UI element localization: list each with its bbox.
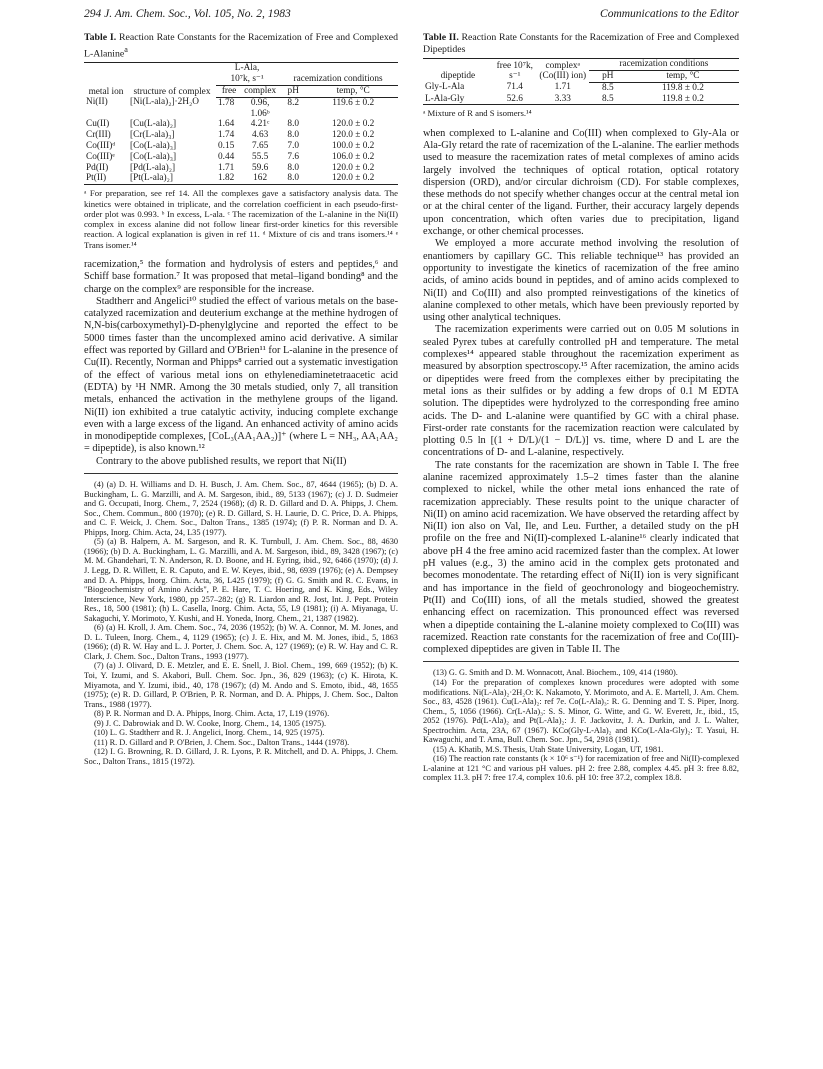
table2-cell-temp: 119.8 ± 0.2 xyxy=(661,82,704,93)
table1-cell-structure: [Co(L-ala)₃] xyxy=(130,141,177,152)
th-structure: structure of complex xyxy=(128,63,216,97)
th-complex: complex xyxy=(244,86,277,97)
right-references xyxy=(423,661,739,783)
reference: (5) (a) B. Halpern, A. M. Sargeson, and R. K. Turnbull, J. Am. Chem. Soc., 88, 4630 (1966); (b) D. A. Buckingham, L. G. Marzilli, and A. M. Sargeson, ibid., 89, 3428 (1967); (c) M. M. Ghandehari, T. N. Anderson, R. D. Boone, and H. Eyring, ibid., 92, 6466 (1970); (d) J. J. Legg, D. R. Willett, E. R. Caputo, and E. W. Keyes, ibid., 98, 6939 (1976); (e) A. Dempsey and D. A. Phipps, Inorg. Chim. Acta, 36, L425 (1979); (f) G. G. Smith and R. C. Evans, in "Biogeochemistry of Amino Acids", P. E. Hare, T. C. Hoering, and K. King, Eds., Wiley Interscience, New York, 1980, pp 257–282; (g) R. Liardon and R. Jost, Int. J. Pept. Protein Res., 18, 500 (1981); (h) L. Casella, Inorg. Chim. Acta, 55, L9 (1981); (i) A. Miyanaga, U. Sakaguchi, Y. Morimoto, Y. Kushi, and H. Yoneda, Inorg. Chem., 21, 1387 (1982). xyxy=(84,537,398,623)
reference: (15) A. Khatib, M.S. Thesis, Utah State University, Logan, UT, 1981. xyxy=(433,744,664,754)
table1-cell-free: 1.82 xyxy=(216,173,242,184)
table1-cell-complex: 59.6 xyxy=(251,162,269,173)
table1-cell-ion: Cu(II) xyxy=(86,119,110,130)
table1-cell-ph: 7.6 xyxy=(287,151,300,162)
table1-cell-complex: 162 xyxy=(242,173,278,184)
reference: (7) (a) J. Olivard, D. E. Metzler, and E. E. Snell, J. Biol. Chem., 199, 669 (1952); (b) K. Toi, Y. Izumi, and S. Akabori, Bull. Chem. Soc. Jpn., 36, 829 (1963); (c) K. Hirota, K. Miyamota, and Y. Izumi, ibid., 40, 178 (1967); (d) M. Ando and S. Emoto, ibid., 48, 1655 (1975); (e) R. D. Gillard, P. O'Brien, P. R. Norman, and D. A. Phipps, J. Chem. Soc., Dalton Trans., 1988 (1977). xyxy=(84,661,398,709)
table1-cell-ion: Pt(II) xyxy=(84,173,128,184)
table2 xyxy=(423,58,739,105)
table1-cell-free: 0.15 xyxy=(218,141,235,152)
th-temp: temp, °C xyxy=(308,86,398,98)
table1-cell-free: 1.78 xyxy=(218,97,235,108)
table1-cell-complex: 4.63 xyxy=(251,130,269,141)
reference: (13) G. G. Smith and D. M. Wonnacott, Anal. Biochem., 109, 414 (1980). xyxy=(433,668,678,678)
table1-cell-ion: Ni(II) xyxy=(86,97,108,108)
th-lala: L-Ala, xyxy=(234,63,260,74)
left-column xyxy=(84,32,398,766)
left-body-text xyxy=(84,259,398,468)
reference: (12) I. G. Browning, R. D. Gillard, J. R. Lyons, P. R. Mitchell, and D. A. Phipps, J. Chem. Soc., Dalton Trans., 1815 (1972). xyxy=(84,747,398,766)
table2-cell-complex: 1.71 xyxy=(554,82,571,93)
th-conditions: racemization conditions xyxy=(278,63,398,86)
th-ph: pH xyxy=(278,86,308,98)
table-row xyxy=(84,130,398,141)
table1-cell-structure: [Cr(L-ala)₃] xyxy=(130,130,175,141)
table1-cell-ion: Co(III)ᵈ xyxy=(86,141,116,152)
th2-temp: temp, °C xyxy=(627,70,739,82)
table1-cell-ph: 8.0 xyxy=(287,162,300,173)
table1-cell-temp: 120.0 ± 0.2 xyxy=(332,119,375,130)
th2-free: free 10⁷k, s⁻¹ xyxy=(493,59,537,83)
right-body-text xyxy=(423,128,739,657)
reference: (4) (a) D. H. Williams and D. H. Busch, J. Am. Chem. Soc., 87, 4644 (1965); (b) D. A. Buckingham, L. G. Marzilli, and A. M. Sargeson, ibid., 89, 5133 (1967); (c) J. D. Sudmeier and G. Occupati, Inorg. Chem., 7, 2524 (1968); (d) R. D. Gillard and D. A. Phipps, J. Chem. Soc., Chem. Commun., 800 (1970); (e) R. D. Gillard, S. H. Laurie, D. C. Price, D. A. Phipps, and C. F. Weick, J. Chem. Soc., Dalton Trans., 1385 (1974); (f) P. R. Norman and D. A. Phipps, Inorg. Chim. Acta, 24, L35 (1977). xyxy=(84,480,398,537)
table-row xyxy=(84,173,398,184)
table1-cell-structure: [Co(L-ala)₃] xyxy=(130,151,177,162)
table1-cell-complex: 55.5 xyxy=(251,151,269,162)
table1-cell-ph: 8.0 xyxy=(278,173,308,184)
reference: (6) (a) H. Kroll, J. Am. Chem. Soc., 74, 2036 (1952); (b) W. A. Connor, M. M. Jones, and D. L. Tuleen, Inorg. Chem., 4, 1129 (1965); (c) J. E. Hix, and M. M. Jones, ibid., 5, 1863 (1966); (d) R. W. Hay and L. J. Porter, J. Chem. Soc. A, 127 (1969); (e) R. W. Hay and C. R. Clark, J. Chem. Soc., Dalton Trans., 1993 (1977). xyxy=(84,623,398,661)
th2-ph: pH xyxy=(589,70,627,82)
table1-footnote: ᵃ For preparation, see ref 14. All the complexes gave a satisfactory analysis data. The kinetics were obtained in triplicate, and the correlation coefficient in each pseudo-first-order plot was 0.993. ᵇ In excess, L-ala. ᶜ The racemization of the L-alanine in the Ni(II) complex in excess alanine did not follow linear first-order kinetics for this reversible reaction. A logical explanation is given in ref 11. ᵈ Mixture of cis and trans isomers.¹⁴ ᵉ Trans isomer.¹⁴ xyxy=(84,188,398,250)
table-row xyxy=(84,152,398,163)
table1-cell-ion: Pd(II) xyxy=(86,162,109,173)
table1-cell-free: 1.64 xyxy=(218,119,235,130)
reference: (14) For the preparation of complexes known procedures were adopted with some modifications. Ni(L-Ala)₂·2H₂O: K. Nakamoto, Y. Morimoto, and A. E. Martell, J. Am. Chem. Soc., 83, 4528 (1961). Cu(L-Ala)₂: ref 7e. Co(L-Ala)₃: R. G. Denning and T. S. Piper, Inorg. Chem., 5, 1056 (1966). Cr(L-Ala)₃: S. S. Minor, G. Witte, and G. W. Everett, Jr., ibid., 15, 2052 (1976). Pd(L-Ala)₂ and Pt(L-Ala)₂: J. F. Jackovitz, J. A. Durkin, and J. L. Walter, Spectrochim. Acta, 23A, 67 (1967). KCo(Gly-L-Ala)₂ and KCo(L-Ala-Gly)₂: T. Yasui, H. Kawaguchi, and T. Ama, Bull. Chem. Soc. Jpn., 54, 2918 (1981). xyxy=(423,677,739,745)
table1-cell-temp: 100.0 ± 0.2 xyxy=(332,141,375,152)
table-row xyxy=(84,119,398,130)
paragraph: when complexed to L-alanine and Co(III) when complexed to Gly-Ala or Ala-Gly retard the rate of racemization of the L-alanine. The earlier methods used to measure the racemization rates of metal complexes of amino acids largely involved the techniques of optical rotation, optical rotatory dispersion (ORD), and/or circular dichroism (CD). For stable complexes, these methods do not specify whether changes occur at the central metal ion or at the chiral center of the ligand. Further, their accuracy largely depends upon concentration, which often varies due to precipitation, ligand exchange, or other chemical processes. xyxy=(423,127,740,238)
table1-cell-structure: [Pd(L-ala)₂] xyxy=(130,162,176,173)
th-lala-unit: 10⁷k, s⁻¹ xyxy=(230,74,264,85)
paragraph: racemization,⁵ the formation and hydrolysis of esters and peptides,⁶ and Schiff base formation.⁷ It was proposed that metal–ligand bonding⁸ and the charge on the complex⁹ are responsible for the increase. xyxy=(84,259,398,295)
running-header xyxy=(84,8,739,20)
th2-dipeptide: dipeptide xyxy=(423,59,493,83)
table1-cell-ph: 8.0 xyxy=(287,130,300,141)
table2-cell-complex: 3.33 xyxy=(537,94,589,105)
th-metal-ion: metal ion xyxy=(84,63,128,97)
table1-cell-structure: [Cu(L-ala)₂] xyxy=(130,119,177,130)
table2-footnote: ᵃ Mixture of R and S isomers.¹⁴ xyxy=(423,108,532,119)
table1-cell-free: 1.74 xyxy=(218,130,235,141)
table2-cell-dipeptide: L-Ala-Gly xyxy=(423,94,493,105)
table-row xyxy=(84,141,398,152)
table1-cell-structure: [Ni(L-ala)₂]·2H₂O xyxy=(130,97,199,108)
table2-cell-ph: 8.5 xyxy=(602,82,614,93)
table1-cell-ion: Cr(III) xyxy=(86,130,111,141)
table1-cell-free: 0.44 xyxy=(218,151,235,162)
table1-cell-ph: 7.0 xyxy=(287,141,300,152)
paragraph: Stadtherr and Angelici¹⁰ studied the effect of various metals on the base-catalyzed racemization and deuterium exchange at the methine hydrogen of N,N-bis(carboxymethyl)-D-phenylglycine and reported the effect to be 5000 times faster than the uncomplexed amino acid derivative. A similar effect was reported by Gillard and O'Brien¹¹ for L-alanine in the presence of Cu(II). Recently, Norman and Phipps⁸ carried out a systematic investigation of the effect of various metal ions on ethylenediaminetetraacetic acid (EDTA) by ¹H NMR. Among the 30 metals studied, only 7, all transition metals, enhanced the activation in the methylene groups of the ligand. Ni(II) ion exhibited a true catalytic activity, inducing complete exchange even with a large excess of the ligand. An enhanced activity of amino acids in monodipeptide complexes, [CoL₃(AA₁AA₂)]⁺ (where L = NH₃, AA₁AA₂ = dipeptide), is also known.¹² xyxy=(84,295,398,455)
table1-cell-free: 1.71 xyxy=(218,162,235,173)
header-right: Communications to the Editor xyxy=(600,8,739,20)
right-column xyxy=(423,32,739,783)
table1 xyxy=(84,62,398,185)
table2-cell-temp: 119.8 ± 0.2 xyxy=(627,94,739,105)
table2-cell-ph: 8.5 xyxy=(589,94,627,105)
table1-cell-complex: 7.65 xyxy=(251,141,269,152)
table1-cell-temp: 120.0 ± 0.2 xyxy=(332,162,375,173)
paragraph: We employed a more accurate method involving the resolution of enantiomers by capillary GC. This reliable technique¹³ has provided an opportunity to investigate the kinetics of racemization of the free amino acids, of amino acids bound in peptides, and of amino acids complexed to Ni(II) and Co(III) and also prompted reinvestigations of the kinetics of alanine complexed to other metals, which have been previously reported by using other analytical techniques. xyxy=(423,238,739,324)
reference: (8) P. R. Norman and D. A. Phipps, Inorg. Chim. Acta, 17, L19 (1976). xyxy=(94,709,330,719)
table2-cell-free: 52.6 xyxy=(493,94,537,105)
paragraph: The racemization experiments were carried out on 0.05 M solutions in sealed Pyrex tubes at carefully controlled pH and temperature. The metal complexes¹⁴ appeared stable throughout the racemization experiment as measured by absorption spectroscopy.¹⁵ After racemization, the amino acids or dipeptides were freed from the complexes either by precipitating the metal ions as their sulfides or by adding a few drops of 0.1 M EDTA solution. The dipeptides were hydrolyzed to the corresponding free amino acids. The D- and L-alanine were quantified by GC with a chiral phase. First-order rate constants for the racemization reaction were calculated by plotting 0.5 ln [(1 + D/L)/(1 − D/L)] vs. time, where D and L are the concentrations of D- and L-alanine, respectively. xyxy=(423,324,739,459)
table1-cell-temp: 120.0 ± 0.2 xyxy=(308,173,398,184)
header-left: 294 J. Am. Chem. Soc., Vol. 105, No. 2, 1983 xyxy=(84,8,291,20)
table1-cell-ph: 8.0 xyxy=(287,119,300,130)
reference: (16) The reaction rate constants (k × 10⁶ s⁻¹) for racemization of free and Ni(II)-complexed L-alanine at 121 °C and various pH values. pH 2: free 2.88, complex 4.45. pH 3: free 8.82, complex 11.3. pH 7: free 17.4, complex 10.6. pH 10: free 37.2, complex 18.8. xyxy=(423,754,739,783)
table-row xyxy=(84,163,398,174)
table1-cell-temp: 120.0 ± 0.2 xyxy=(332,130,375,141)
paragraph: The rate constants for the racemization are shown in Table I. The free alanine racemized approximately 1.5–2 times faster than the alanine complexed to nickel, while the other metal ions enhanced the rate of racemization appreciably. These results point to the unique character of Ni(II) on amino acid racemization. We have observed the retarding affect by Ni(II) ion also on Val, Ile, and Leu. Further, a detailed study on the pH profile on the free and Ni(II)-complexed L-alanine¹⁶ clearly indicated that above pH 4 the free amino acid racemized faster than the complex. At lower pH values (e.g., 3) the amino acid in the complex gets protonated and becomes monodentate. The retarding effect of Ni(II) ion is very significant and has importance in the field of geochronology and biogeochemistry. Pt(II) and Co(III) ions, of all the metals studied, showed the greatest enhancing effect on racemization. This pronounced effect was reversed when a dipeptide containing the L-alanine moiety complexed to Co(III) was racemized. Reaction rate constants for the racemization of free and Co(III)-complexed dipeptides are given in Table II. The xyxy=(423,459,739,656)
table1-cell-structure: [Pt(L-ala)₂] xyxy=(128,173,216,184)
table1-cell-ph: 8.2 xyxy=(287,97,300,108)
table1-cell-ion: Co(III)ᵉ xyxy=(86,151,115,162)
table-row xyxy=(423,94,739,105)
table1-cell-temp: 119.6 ± 0.2 xyxy=(332,97,375,108)
reference: (10) L. G. Stadtherr and R. J. Angelici, Inorg. Chem., 14, 925 (1975). xyxy=(94,728,325,738)
reference: (9) J. C. Dabrowiak and D. W. Cooke, Inorg. Chem., 14, 1305 (1975). xyxy=(94,718,327,728)
table1-cell-complex: 0.96, 1.06ᵇ xyxy=(250,97,270,119)
th2-complex: complexᵃ (Co(III) ion) xyxy=(537,59,589,83)
reference: (11) R. D. Gillard and P. O'Brien, J. Chem. Soc., Dalton Trans., 1444 (1978). xyxy=(94,737,350,747)
th-free: free xyxy=(216,86,242,98)
table1-caption: Table I. Reaction Rate Constants for the Racemization of Free and Complexed L-Alanine$^a$ xyxy=(84,32,399,59)
table2-cell-free: 71.4 xyxy=(506,82,523,93)
th2-conditions: racemization conditions xyxy=(589,59,739,71)
table2-cell-dipeptide: Gly-L-Ala xyxy=(425,82,465,93)
table-row xyxy=(84,97,398,119)
table1-cell-complex: 4.21ᶜ xyxy=(250,119,270,130)
left-references xyxy=(84,473,398,766)
table-row xyxy=(423,82,739,93)
table1-cell-temp: 106.0 ± 0.2 xyxy=(332,151,375,162)
paragraph: Contrary to the above published results, we report that Ni(II) xyxy=(96,455,347,467)
table2-caption: Table II. Reaction Rate Constants for the Racemization of Free and Complexed Dipeptides xyxy=(423,32,739,55)
